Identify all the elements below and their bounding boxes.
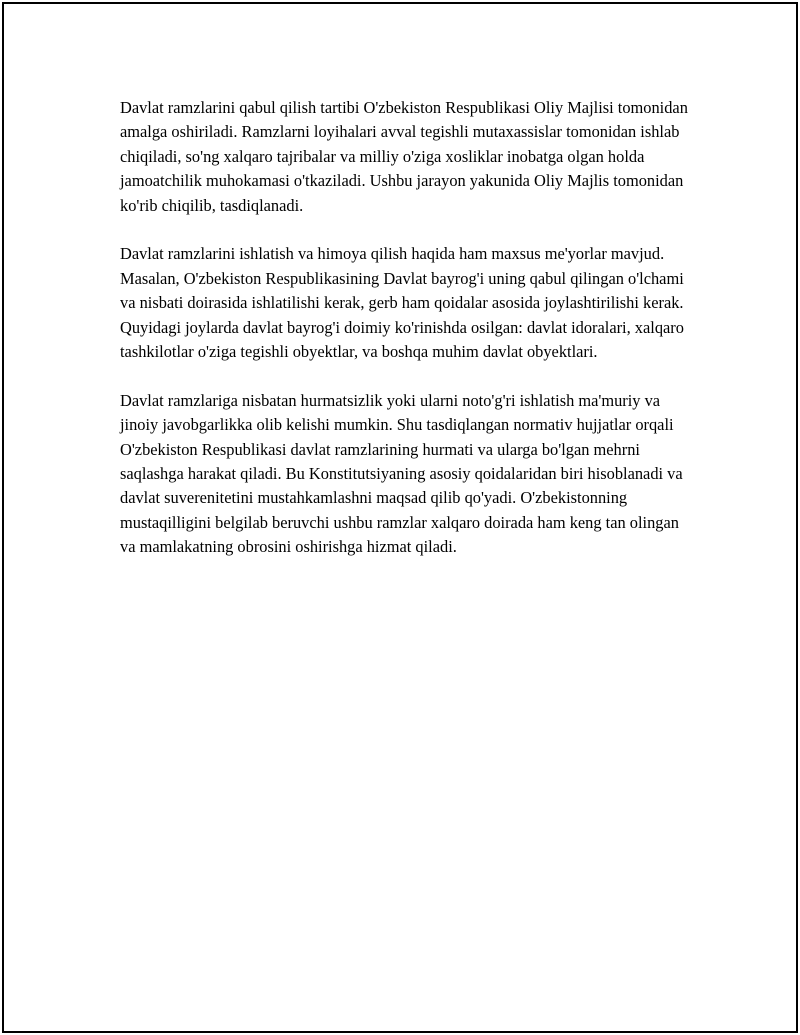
paragraph-3: Davlat ramzlariga nisbatan hurmatsizlik yoki ularni noto'g'ri ishlatish ma'muriy va jinoiy javobgarlikka olib kelishi mumkin. Shu tasdiqlangan normativ hujjatlar orqali O'zbekiston Respublikasi davlat ramzlarining hurmati va ularga bo'lgan mehrni saqlashga harakat qiladi. Bu Konstitutsiyaning asosiy qoidalaridan biri hisoblanadi va davlat suverenitetini mustahkamlashni maqsad qilib qo'yadi. O'zbekistonning mustaqilligini belgilab beruvchi ushbu ramzlar xalqaro doirada ham keng tan olingan va mamlakatning obrosini oshirishga hizmat qiladi.	[120, 390, 683, 557]
document-body	[120, 96, 692, 584]
document-page	[2, 2, 798, 1033]
paragraph-2: Davlat ramzlarini ishlatish va himoya qilish haqida ham maxsus me'yorlar mavjud. Masalan, O'zbekiston Respublikasining Davlat bayrog'i uning qabul qilingan o'lchami va nisbati doirasida ishlatilishi kerak, gerb ham qoidalar asosida joylashtirilishi kerak. Quyidagi joylarda davlat bayrog'i doimiy ko'rinishda osilgan: davlat idoralari, xalqaro tashkilotlar o'ziga tegishli obyektlar, va boshqa muhim davlat obyektlari.	[120, 244, 684, 362]
paragraph-1: Davlat ramzlarini qabul qilish tartibi O'zbekiston Respublikasi Oliy Majlisi tomonidan amalga oshiriladi. Ramzlarni loyihalari avval tegishli mutaxassislar tomonidan ishlab chiqiladi, so'ng xalqaro tajribalar va milliy o'ziga xosliklar inobatga olgan holda jamoatchilik muhokamasi o'tkaziladi. Ushbu jarayon yakunida Oliy Majlis tomonidan ko'rib chiqilib, tasdiqlanadi.	[120, 98, 688, 215]
